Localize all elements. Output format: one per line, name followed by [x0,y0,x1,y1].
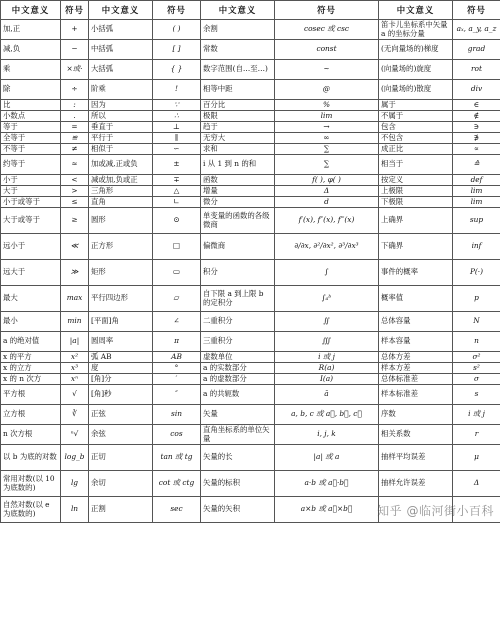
symbol-cell: ∑ [275,155,379,175]
symbol-cell: . [61,111,89,122]
symbol-cell: ▱ [153,286,201,312]
meaning-cell: 所以 [89,111,153,122]
symbol-cell: ∽ [153,144,201,155]
meaning-cell: x 的 n 次方 [1,374,61,385]
table-row [1,144,500,155]
symbol-cell: √ [61,385,89,405]
table-row [1,260,500,286]
symbol-cell: ∫ₐᵇ [275,286,379,312]
symbol-cell: ° [153,363,201,374]
symbol-cell: i 或 j [453,405,500,425]
meaning-cell: 相关系数 [379,425,453,445]
symbol-cell: ± [153,155,201,175]
symbol-cell: div [453,80,500,100]
symbol-cell: ∬ [275,312,379,332]
meaning-cell: 比 [1,100,61,111]
meaning-cell: 乘 [1,60,61,80]
meaning-cell: 平方根 [1,385,61,405]
table-row [1,445,500,471]
symbol-cell: cot 或 ctg [153,471,201,497]
meaning-cell: 大于 [1,186,61,197]
meaning-cell: [角]分 [89,374,153,385]
symbol-cell: π [153,332,201,352]
meaning-cell: 最小 [1,312,61,332]
meaning-cell: 总体标准差 [379,374,453,385]
symbol-cell: + [61,20,89,40]
meaning-cell: 下确界 [379,234,453,260]
table-row [1,60,500,80]
symbol-cell: △ [153,186,201,197]
meaning-cell: 小于或等于 [1,197,61,208]
table-row [1,122,500,133]
symbol-cell: p [453,286,500,312]
meaning-cell: 加或减,正或负 [89,155,153,175]
symbol-cell: − [61,40,89,60]
meaning-cell: 极限 [201,111,275,122]
meaning-cell: 矢量的矢积 [201,497,275,523]
symbol-cell: min [61,312,89,332]
table-row [1,100,500,111]
symbol-cell: σ [453,374,500,385]
symbol-cell: □ [153,234,201,260]
meaning-cell: 单变量的函数的各级微商 [201,208,275,234]
symbol-cell: = [61,122,89,133]
meaning-cell: 上极限 [379,186,453,197]
meaning-cell: 趋于 [201,122,275,133]
symbol-cell: ≪ [61,234,89,260]
meaning-cell: 二重积分 [201,312,275,332]
meaning-cell: 因为 [89,100,153,111]
symbol-cell: ∓ [153,175,201,186]
symbol-cell: a×b 或 a⃗×b⃗ [275,497,379,523]
meaning-cell: 大于或等于 [1,208,61,234]
meaning-cell: 余割 [201,20,275,40]
meaning-cell: 减或加,负或正 [89,175,153,186]
symbol-cell: lim [275,111,379,122]
meaning-cell: n 次方根 [1,425,61,445]
table-row [1,20,500,40]
meaning-cell: 除 [1,80,61,100]
meaning-cell: 样本方差 [379,363,453,374]
symbol-cell: N [453,312,500,332]
meaning-cell: 上确界 [379,208,453,234]
symbol-cell: ≫ [61,260,89,286]
meaning-cell: 抽样平均误差 [379,445,453,471]
meaning-cell: 百分比 [201,100,275,111]
table-row [1,385,500,405]
meaning-cell: 矢量的长 [201,445,275,471]
meaning-cell: 下极限 [379,197,453,208]
meaning-cell: 虚数单位 [201,352,275,363]
meaning-cell: 矩形 [89,260,153,286]
symbol-cell: ▭ [153,260,201,286]
meaning-cell: 无穷大 [201,133,275,144]
symbol-cell: n [453,332,500,352]
symbol-cell: s² [453,363,500,374]
meaning-cell: 不包含 [379,133,453,144]
symbol-cell: ″ [153,385,201,405]
meaning-cell: 总体方差 [379,352,453,363]
meaning-cell: 矢量 [201,405,275,425]
header-symbol-4: 符号 [453,1,500,20]
table-row [1,197,500,208]
symbol-cell: x³ [61,363,89,374]
symbol-cell: max [61,286,89,312]
meaning-cell: 圆形 [89,208,153,234]
symbol-cell: f′(x), f″(x), f‴(x) [275,208,379,234]
meaning-cell: 偏微商 [201,234,275,260]
table-row [1,155,500,175]
symbol-cell: R(a) [275,363,379,374]
meaning-cell: 数字范围(自…至…) [201,60,275,80]
symbol-cell: % [275,100,379,111]
meaning-cell: 圆周率 [89,332,153,352]
meaning-cell: 远大于 [1,260,61,286]
symbol-cell: r [453,425,500,445]
symbol-cell: ×或· [61,60,89,80]
symbol-cell: ≥ [61,208,89,234]
symbol-cell: x² [61,352,89,363]
meaning-cell: 约等于 [1,155,61,175]
symbol-cell: xⁿ [61,374,89,385]
meaning-cell: 求和 [201,144,275,155]
meaning-cell: 积分 [201,260,275,286]
meaning-cell: 总体容量 [379,312,453,332]
meaning-cell: 等于 [1,122,61,133]
header-meaning-1: 中文意义 [1,1,61,20]
meaning-cell: 矢量的标积 [201,471,275,497]
symbol-cell: a·b 或 a⃗·b⃗ [275,471,379,497]
symbol-cell: Δ [275,186,379,197]
meaning-cell: 相似于 [89,144,153,155]
symbol-cell: s [453,385,500,405]
symbol-cell: ∥ [153,133,201,144]
meaning-cell: 相当于 [379,155,453,175]
meaning-cell: 自然对数(以 e 为底数的) [1,497,61,523]
symbol-cell: i, j, k [275,425,379,445]
meaning-cell: 平行于 [89,133,153,144]
symbol-cell: > [61,186,89,197]
meaning-cell: 抽样允许误差 [379,471,453,497]
symbol-cell: tan 或 tg [153,445,201,471]
symbol-cell: cos [153,425,201,445]
header-symbol-3: 符号 [275,1,379,20]
symbol-cell: f( ), φ( ) [275,175,379,186]
meaning-cell: 弧 AB [89,352,153,363]
meaning-cell: 自下限 a 到上限 b 的定积分 [201,286,275,312]
table-body [1,20,500,523]
symbol-cell: sin [153,405,201,425]
table-row [1,111,500,122]
meaning-cell: 度 [89,363,153,374]
meaning-cell: x 的立方 [1,363,61,374]
table-row [1,208,500,234]
symbol-cell: sup [453,208,500,234]
symbol-cell: I(a) [275,374,379,385]
meaning-cell: 减,负 [1,40,61,60]
meaning-cell: 微分 [201,197,275,208]
symbol-cell: ∫ [275,260,379,286]
symbol-cell: ∵ [153,100,201,111]
symbol-cell: inf [453,234,500,260]
meaning-cell: 平行四边形 [89,286,153,312]
symbol-cell: ⁿ√ [61,425,89,445]
table-row [1,332,500,352]
meaning-cell: 小于 [1,175,61,186]
meaning-cell: 按定义 [379,175,453,186]
meaning-cell: a 的实数部分 [201,363,275,374]
table-row [1,363,500,374]
meaning-cell: 三重积分 [201,332,275,352]
table-header-row [1,1,500,20]
meaning-cell: a 的共轭数 [201,385,275,405]
meaning-cell: 不等于 [1,144,61,155]
table-row [1,312,500,332]
meaning-cell: 阶乘 [89,80,153,100]
table-row [1,40,500,60]
meaning-cell: (向量场的)散度 [379,80,453,100]
symbol-cell: Δ [453,471,500,497]
meaning-cell: 余弦 [89,425,153,445]
meaning-cell: 函数 [201,175,275,186]
table-row [1,175,500,186]
symbol-cell: σ² [453,352,500,363]
symbol-cell: |a| 或 a [275,445,379,471]
meaning-cell: 成正比 [379,144,453,155]
meaning-cell: 最大 [1,286,61,312]
meaning-cell: 正弦 [89,405,153,425]
meaning-cell: a 的虚数部分 [201,374,275,385]
table-row [1,405,500,425]
symbol-cell: @ [275,80,379,100]
meaning-cell: 属于 [379,100,453,111]
header-meaning-4: 中文意义 [379,1,453,20]
symbol-cell: P(·) [453,260,500,286]
symbol-cell: ∟ [153,197,201,208]
symbol-cell: AB [153,352,201,363]
symbol-cell: i 或 j [275,352,379,363]
table-row [1,352,500,363]
symbol-cell: ~ [275,60,379,80]
meaning-cell: 序数 [379,405,453,425]
symbol-cell: ∝ [453,144,500,155]
symbol-cell: ∉ [453,111,500,122]
meaning-cell: 样本容量 [379,332,453,352]
symbol-cell: def [453,175,500,186]
meaning-cell: 大括弧 [89,60,153,80]
meaning-cell: 常数 [201,40,275,60]
table-row [1,471,500,497]
meaning-cell: 增量 [201,186,275,197]
symbol-cell: sec [153,497,201,523]
meaning-cell: 样本标准差 [379,385,453,405]
symbol-cell: ! [153,80,201,100]
symbol-cell: a, b, c 或 a⃗, b⃗, c⃗ [275,405,379,425]
meaning-cell: (向量场的)旋度 [379,60,453,80]
meaning-cell: 全等于 [1,133,61,144]
symbol-cell: lim [453,186,500,197]
meaning-cell: 常用对数(以 10 为底数的) [1,471,61,497]
meaning-cell: 以 b 为底的对数 [1,445,61,471]
meaning-cell: 直角坐标系的单位矢量 [201,425,275,445]
meaning-cell: 三角形 [89,186,153,197]
symbol-cell: aₓ, a_y, a_z [453,20,500,40]
symbol-cell: ∋ [453,122,500,133]
symbol-cell: ā [275,385,379,405]
meaning-cell: 垂直于 [89,122,153,133]
symbol-cell: ∛ [61,405,89,425]
symbol-cell: grad [453,40,500,60]
meaning-cell: 正切 [89,445,153,471]
symbol-cell: lim [453,197,500,208]
meaning-cell: 正方形 [89,234,153,260]
symbol-cell: log_b [61,445,89,471]
meaning-cell: 小数点 [1,111,61,122]
table-row [1,133,500,144]
table-row [1,234,500,260]
symbol-cell: ∈ [453,100,500,111]
header-symbol-2: 符号 [153,1,201,20]
meaning-cell: 直角 [89,197,153,208]
symbol-cell: → [275,122,379,133]
symbol-cell: ≠ [61,144,89,155]
symbol-cell: { } [153,60,201,80]
symbol-cell: ∠ [153,312,201,332]
symbol-cell: ∭ [275,332,379,352]
meaning-cell: 相等中距 [201,80,275,100]
header-meaning-3: 中文意义 [201,1,275,20]
meaning-cell: 余切 [89,471,153,497]
meaning-cell: x 的平方 [1,352,61,363]
symbol-cell: lg [61,471,89,497]
symbol-cell: |a| [61,332,89,352]
symbol-cell: ( ) [153,20,201,40]
symbol-cell: ln [61,497,89,523]
meaning-cell: i 从 1 到 n 的和 [201,155,275,175]
watermark-text: 知乎 @临河街小百科 [377,504,494,518]
symbol-cell: ≤ [61,197,89,208]
symbol-cell: ∴ [153,111,201,122]
table-row [1,425,500,445]
symbol-cell: cosec 或 csc [275,20,379,40]
meaning-cell: (无向量场的)梯度 [379,40,453,60]
symbol-cell: ′ [153,374,201,385]
symbol-cell: ÷ [61,80,89,100]
header-symbol-1: 符号 [61,1,89,20]
meaning-cell: 加,正 [1,20,61,40]
symbol-cell: ≈ [61,155,89,175]
symbol-cell: < [61,175,89,186]
symbol-cell: ∑ [275,144,379,155]
symbol-cell: rot [453,60,500,80]
meaning-cell: [平面]角 [89,312,153,332]
symbol-cell: ⊥ [153,122,201,133]
table-row [1,80,500,100]
meaning-cell: [角]秒 [89,385,153,405]
table-row [1,186,500,197]
meaning-cell: a 的绝对值 [1,332,61,352]
meaning-cell: 概率值 [379,286,453,312]
symbol-cell: ⊙ [153,208,201,234]
symbol-cell: ≌ [61,133,89,144]
meaning-cell: 不属于 [379,111,453,122]
header-meaning-2: 中文意义 [89,1,153,20]
symbol-cell: ∞ [275,133,379,144]
symbol-cell: [ ] [153,40,201,60]
meaning-cell: 中括弧 [89,40,153,60]
meaning-cell: 远小于 [1,234,61,260]
symbol-cell: : [61,100,89,111]
meaning-cell: 小括弧 [89,20,153,40]
symbol-cell: ∂/∂x, ∂²/∂x², ∂³/∂x³ [275,234,379,260]
meaning-cell: 立方根 [1,405,61,425]
meaning-cell: 事件的概率 [379,260,453,286]
table-row [1,286,500,312]
symbol-cell: μ [453,445,500,471]
meaning-cell: 笛卡儿坐标系中矢量 a 的坐标分量 [379,20,453,40]
meaning-cell: 正割 [89,497,153,523]
meaning-cell: 包含 [379,122,453,133]
symbol-cell: ∌ [453,133,500,144]
symbol-cell: d [275,197,379,208]
symbol-cell: ≙ [453,155,500,175]
table-row [1,374,500,385]
symbol-cell: const [275,40,379,60]
